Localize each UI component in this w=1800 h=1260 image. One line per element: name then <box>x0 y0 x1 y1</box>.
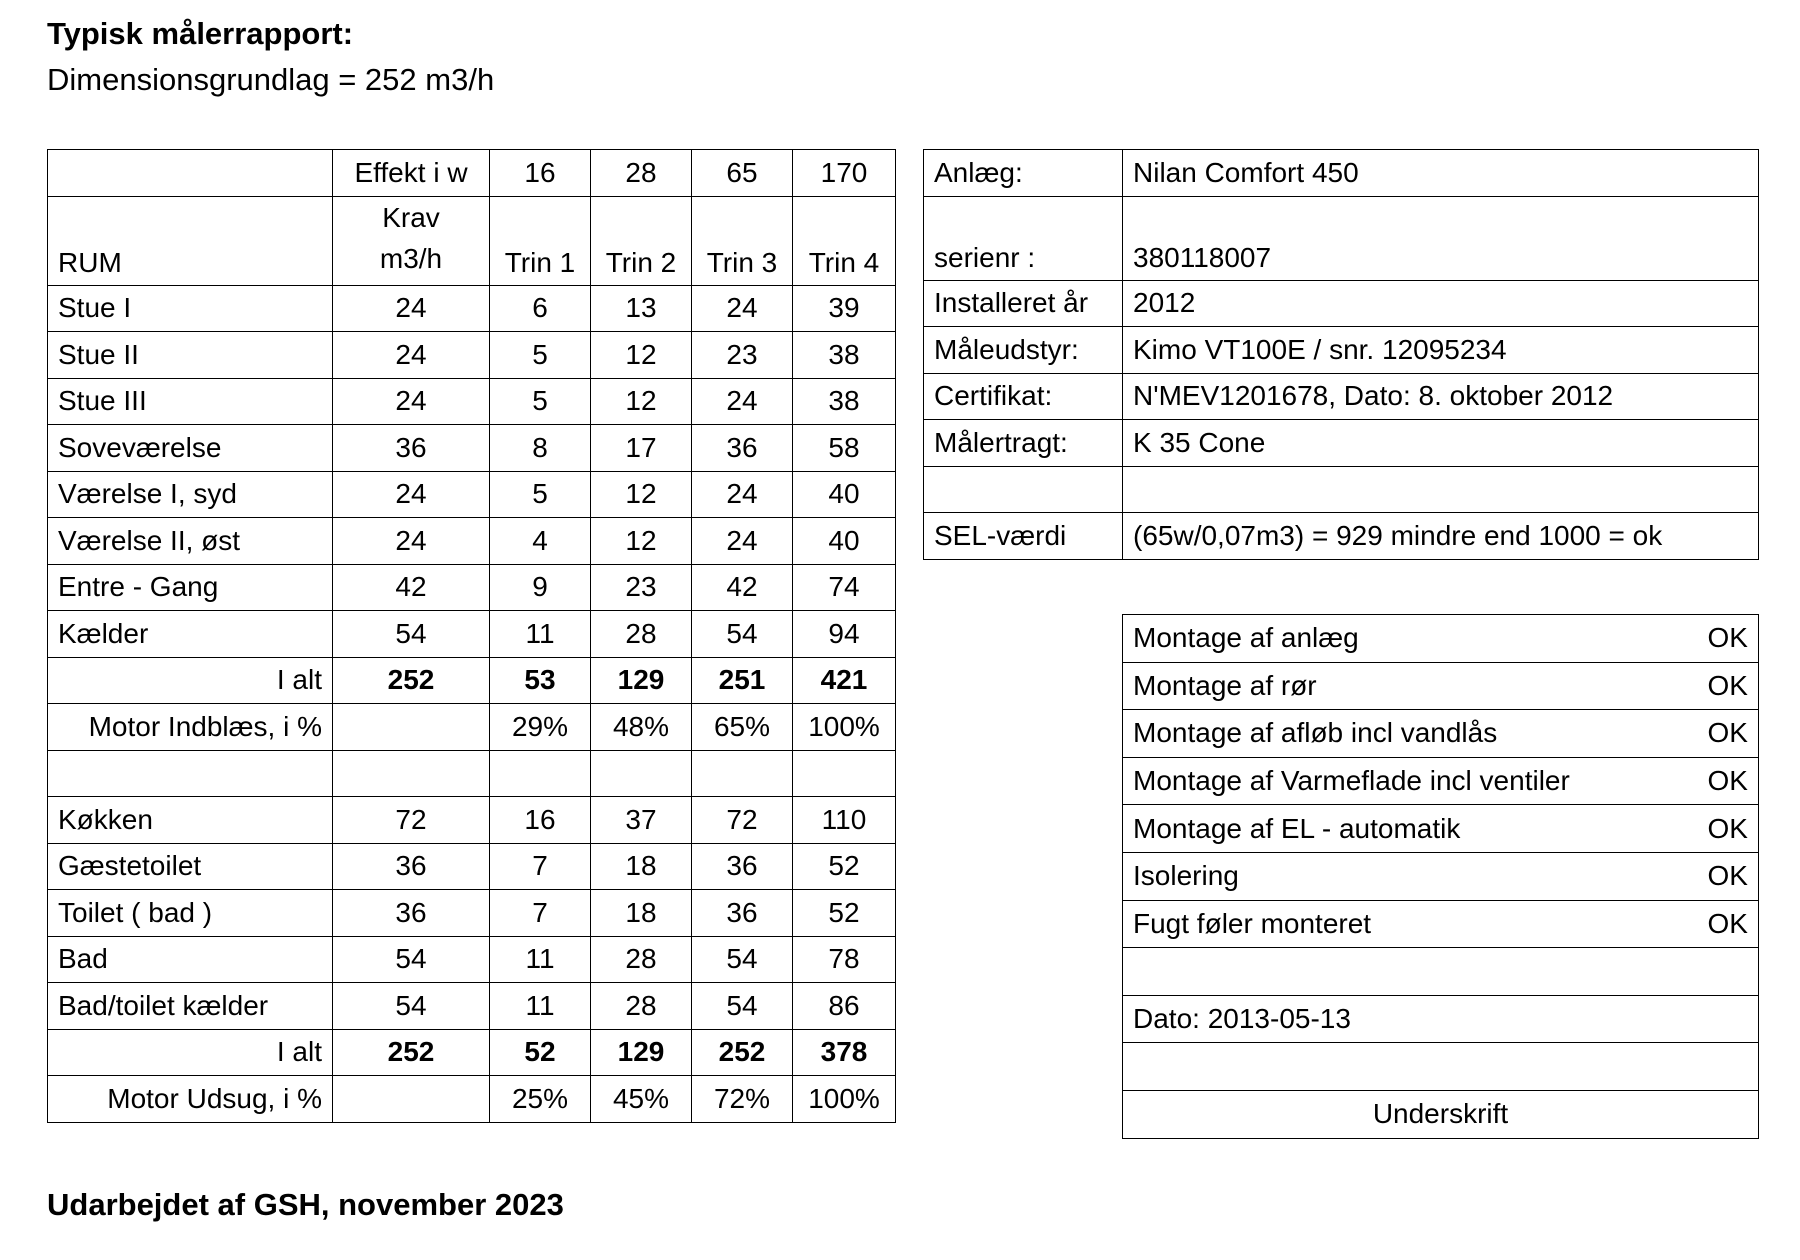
supply-row <box>48 332 896 379</box>
value-cell <box>333 750 490 797</box>
checklist-item: Montage af anlæg <box>1123 615 1683 663</box>
value-cell: 6 <box>490 285 591 332</box>
supply-motor-row <box>48 704 896 751</box>
value-cell: 170 <box>793 150 896 197</box>
date-cell-row <box>1123 995 1759 1043</box>
checklist-row <box>1123 805 1759 853</box>
value-cell: 74 <box>793 564 896 611</box>
value-cell: 5 <box>490 332 591 379</box>
room-cell: Køkken <box>48 797 333 844</box>
value-cell: 78 <box>793 936 896 983</box>
value-cell: 12 <box>591 332 692 379</box>
room-cell: Motor Indblæs, i % <box>48 704 333 751</box>
supply-row <box>48 564 896 611</box>
krav-unit: m3/h <box>379 242 443 274</box>
info-label: Målertragt: <box>924 420 1123 467</box>
value-cell: 252 <box>692 1029 793 1076</box>
value-cell: 94 <box>793 611 896 658</box>
trin-header: Trin 1 <box>490 196 591 285</box>
value-cell: 7 <box>490 890 591 937</box>
value-cell: 36 <box>333 425 490 472</box>
supply-row <box>48 471 896 518</box>
value-cell: 42 <box>692 564 793 611</box>
extract-total-row <box>48 1029 896 1076</box>
info-row <box>924 513 1759 560</box>
info-value: N'MEV1201678, Dato: 8. oktober 2012 <box>1123 373 1759 420</box>
value-cell: 42 <box>333 564 490 611</box>
value-cell: 72 <box>692 797 793 844</box>
trin-header: Trin 3 <box>692 196 793 285</box>
room-cell: Toilet ( bad ) <box>48 890 333 937</box>
value-cell: 24 <box>333 471 490 518</box>
measurement-table <box>47 149 896 1123</box>
blank-cell-row <box>1123 948 1759 996</box>
room-cell: Motor Udsug, i % <box>48 1076 333 1123</box>
value-cell <box>333 1076 490 1123</box>
value-cell: 28 <box>591 983 692 1030</box>
checklist-status: OK <box>1683 710 1759 758</box>
value-cell: 24 <box>333 285 490 332</box>
value-cell <box>490 750 591 797</box>
value-cell: 72% <box>692 1076 793 1123</box>
value-cell <box>591 750 692 797</box>
value-cell: 11 <box>490 983 591 1030</box>
info-row <box>924 420 1759 467</box>
value-cell: 11 <box>490 936 591 983</box>
value-cell: 251 <box>692 657 793 704</box>
value-cell: 24 <box>333 378 490 425</box>
value-cell: 52 <box>793 843 896 890</box>
info-value <box>1123 466 1759 513</box>
trin-header: Trin 4 <box>793 196 896 285</box>
info-row <box>924 150 1759 197</box>
checklist-item: Montage af afløb incl vandlås <box>1123 710 1683 758</box>
page-subtitle: Dimensionsgrundlag = 252 m3/h <box>47 62 495 97</box>
room-cell: Stue I <box>48 285 333 332</box>
info-value: Nilan Comfort 450 <box>1123 150 1759 197</box>
checklist-item: Montage af rør <box>1123 662 1683 710</box>
value-cell: 16 <box>490 797 591 844</box>
info-label: Certifikat: <box>924 373 1123 420</box>
value-cell: 54 <box>692 983 793 1030</box>
blank-cell <box>1123 948 1759 996</box>
value-cell: 23 <box>692 332 793 379</box>
krav-header <box>333 196 490 285</box>
signature-cell-row <box>1123 1090 1759 1138</box>
value-cell <box>692 750 793 797</box>
info-row <box>924 373 1759 420</box>
header-row-steps <box>48 196 896 285</box>
system-info-table <box>923 149 1759 560</box>
value-cell: 421 <box>793 657 896 704</box>
checklist-status: OK <box>1683 852 1759 900</box>
value-cell: 24 <box>692 518 793 565</box>
checklist-item: Montage af EL - automatik <box>1123 805 1683 853</box>
value-cell: 36 <box>692 890 793 937</box>
date-cell: Dato: 2013-05-13 <box>1123 995 1759 1043</box>
value-cell: 36 <box>333 843 490 890</box>
room-cell: Værelse II, øst <box>48 518 333 565</box>
value-cell <box>793 750 896 797</box>
checklist-row <box>1123 852 1759 900</box>
value-cell: 16 <box>490 150 591 197</box>
value-cell: 4 <box>490 518 591 565</box>
signature-cell: Underskrift <box>1123 1090 1759 1138</box>
value-cell: 86 <box>793 983 896 1030</box>
room-cell: Værelse I, syd <box>48 471 333 518</box>
info-value: K 35 Cone <box>1123 420 1759 467</box>
value-cell: 12 <box>591 471 692 518</box>
value-cell: 129 <box>591 657 692 704</box>
value-cell: 36 <box>333 890 490 937</box>
value-cell: 54 <box>333 936 490 983</box>
value-cell: 28 <box>591 150 692 197</box>
room-cell: Soveværelse <box>48 425 333 472</box>
extract-row <box>48 843 896 890</box>
supply-row <box>48 378 896 425</box>
value-cell: 72 <box>333 797 490 844</box>
value-cell: 45% <box>591 1076 692 1123</box>
value-cell: 252 <box>333 1029 490 1076</box>
info-label: serienr : <box>924 196 1123 280</box>
value-cell: 100% <box>793 1076 896 1123</box>
value-cell: 54 <box>333 983 490 1030</box>
checklist-status: OK <box>1683 615 1759 663</box>
info-label: Anlæg: <box>924 150 1123 197</box>
value-cell: 38 <box>793 332 896 379</box>
checklist-item: Montage af Varmeflade incl ventiler <box>1123 757 1683 805</box>
value-cell: 28 <box>591 936 692 983</box>
info-row <box>924 327 1759 374</box>
value-cell: 5 <box>490 471 591 518</box>
value-cell: 40 <box>793 518 896 565</box>
value-cell: 7 <box>490 843 591 890</box>
extract-row <box>48 936 896 983</box>
value-cell: 252 <box>333 657 490 704</box>
page-title: Typisk målerrapport: <box>47 16 354 51</box>
value-cell: 18 <box>591 890 692 937</box>
value-cell: 65% <box>692 704 793 751</box>
checklist-table <box>1122 614 1759 1139</box>
room-cell: Stue II <box>48 332 333 379</box>
checklist-status: OK <box>1683 757 1759 805</box>
room-cell: Bad/toilet kælder <box>48 983 333 1030</box>
room-cell: Gæstetoilet <box>48 843 333 890</box>
checklist-item: Isolering <box>1123 852 1683 900</box>
value-cell: 48% <box>591 704 692 751</box>
extract-row <box>48 983 896 1030</box>
value-cell: 29% <box>490 704 591 751</box>
extract-row <box>48 797 896 844</box>
supply-row <box>48 285 896 332</box>
value-cell: 54 <box>692 936 793 983</box>
value-cell: 24 <box>333 332 490 379</box>
value-cell: 65 <box>692 150 793 197</box>
value-cell: Effekt i w <box>333 150 490 197</box>
value-cell: 40 <box>793 471 896 518</box>
value-cell: 17 <box>591 425 692 472</box>
value-cell <box>333 704 490 751</box>
supply-row <box>48 425 896 472</box>
info-value: Kimo VT100E / snr. 12095234 <box>1123 327 1759 374</box>
room-cell: Entre - Gang <box>48 564 333 611</box>
value-cell: 9 <box>490 564 591 611</box>
room-cell <box>48 750 333 797</box>
value-cell: 36 <box>692 425 793 472</box>
checklist-row <box>1123 662 1759 710</box>
value-cell: 58 <box>793 425 896 472</box>
value-cell: 53 <box>490 657 591 704</box>
value-cell: 52 <box>490 1029 591 1076</box>
room-cell: I alt <box>48 657 333 704</box>
value-cell: 11 <box>490 611 591 658</box>
value-cell: 23 <box>591 564 692 611</box>
checklist-status: OK <box>1683 662 1759 710</box>
room-cell: Kælder <box>48 611 333 658</box>
value-cell: 36 <box>692 843 793 890</box>
value-cell: 37 <box>591 797 692 844</box>
value-cell: 18 <box>591 843 692 890</box>
value-cell: 52 <box>793 890 896 937</box>
value-cell: 110 <box>793 797 896 844</box>
checklist-row <box>1123 757 1759 805</box>
room-cell <box>48 150 333 197</box>
extract-motor-row <box>48 1076 896 1123</box>
checklist-status: OK <box>1683 900 1759 948</box>
rum-header: RUM <box>48 196 333 285</box>
value-cell: 24 <box>692 285 793 332</box>
info-row <box>924 196 1759 280</box>
info-row <box>924 280 1759 327</box>
value-cell: 13 <box>591 285 692 332</box>
value-cell: 12 <box>591 378 692 425</box>
value-cell: 378 <box>793 1029 896 1076</box>
value-cell: 28 <box>591 611 692 658</box>
header-row-effect <box>48 150 896 197</box>
info-value: (65w/0,07m3) = 929 mindre end 1000 = ok <box>1123 513 1759 560</box>
info-value: 380118007 <box>1123 196 1759 280</box>
checklist-item: Fugt føler monteret <box>1123 900 1683 948</box>
info-label: SEL-værdi <box>924 513 1123 560</box>
value-cell: 24 <box>692 471 793 518</box>
supply-row <box>48 611 896 658</box>
info-row <box>924 466 1759 513</box>
checklist-row <box>1123 710 1759 758</box>
footer-note: Udarbejdet af GSH, november 2023 <box>47 1187 564 1222</box>
value-cell: 39 <box>793 285 896 332</box>
value-cell: 54 <box>333 611 490 658</box>
info-label: Måleudstyr: <box>924 327 1123 374</box>
value-cell: 8 <box>490 425 591 472</box>
krav-label: Krav <box>382 201 440 233</box>
blank-cell-row <box>1123 1043 1759 1091</box>
room-cell: I alt <box>48 1029 333 1076</box>
checklist-status: OK <box>1683 805 1759 853</box>
checklist-row <box>1123 900 1759 948</box>
blank-cell <box>1123 1043 1759 1091</box>
extract-row <box>48 890 896 937</box>
supply-total-row <box>48 657 896 704</box>
room-cell: Stue III <box>48 378 333 425</box>
value-cell: 12 <box>591 518 692 565</box>
blank-row <box>48 750 896 797</box>
value-cell: 100% <box>793 704 896 751</box>
checklist-row <box>1123 615 1759 663</box>
info-label: Installeret år <box>924 280 1123 327</box>
value-cell: 24 <box>333 518 490 565</box>
value-cell: 54 <box>692 611 793 658</box>
room-cell: Bad <box>48 936 333 983</box>
value-cell: 129 <box>591 1029 692 1076</box>
info-label <box>924 466 1123 513</box>
value-cell: 5 <box>490 378 591 425</box>
trin-header: Trin 2 <box>591 196 692 285</box>
value-cell: 38 <box>793 378 896 425</box>
supply-row <box>48 518 896 565</box>
value-cell: 25% <box>490 1076 591 1123</box>
value-cell: 24 <box>692 378 793 425</box>
info-value: 2012 <box>1123 280 1759 327</box>
